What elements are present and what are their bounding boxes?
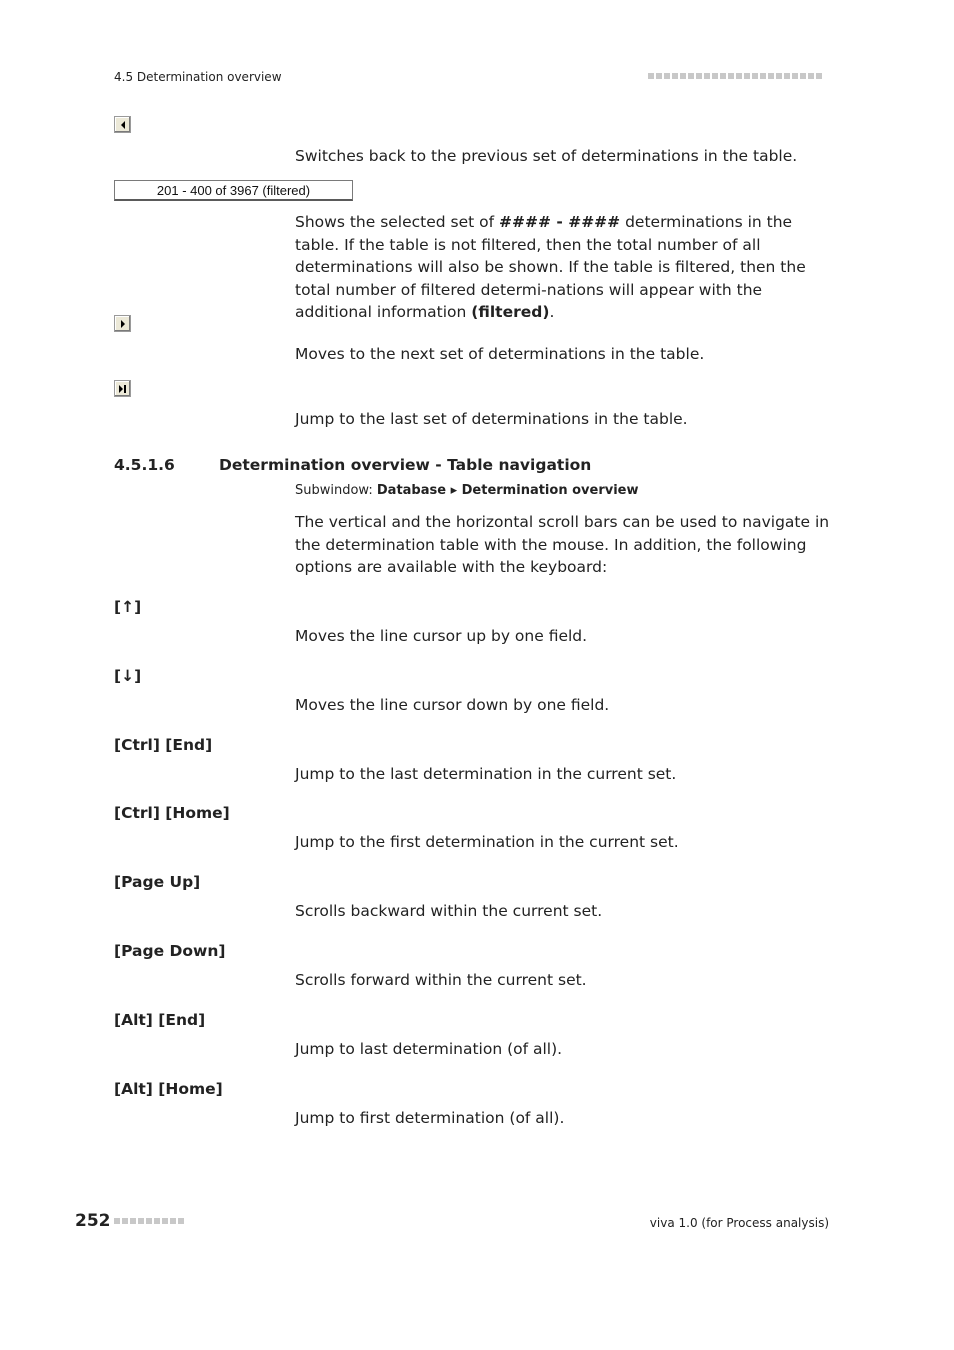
running-header: 4.5 Determination overview — [114, 70, 282, 84]
key-alt-end-description: Jump to last determination (of all). — [295, 1040, 563, 1058]
key-arrow-up: [↑] — [114, 598, 142, 616]
key-alt-home-description: Jump to first determination (of all). — [295, 1109, 565, 1127]
key-page-up-description: Scrolls backward within the current set. — [295, 902, 603, 920]
key-arrow-down-description: Moves the line cursor down by one field. — [295, 696, 610, 714]
header-decoration — [648, 73, 822, 79]
key-arrow-up-description: Moves the line cursor up by one field. — [295, 627, 588, 645]
previous-set-icon — [114, 116, 131, 133]
next-set-description: Moves to the next set of determinations in the table. — [295, 345, 705, 363]
key-ctrl-home-description: Jump to the first determination in the current set. — [295, 833, 679, 851]
last-set-description: Jump to the last set of determinations in the table. — [295, 410, 688, 428]
next-set-icon — [114, 315, 131, 332]
key-ctrl-end-description: Jump to the last determination in the current set. — [295, 765, 677, 783]
page-number: 252 — [75, 1211, 111, 1231]
key-ctrl-end: [Ctrl] [End] — [114, 736, 213, 754]
subwindow-path: Subwindow: Database ▸ Determination overview — [295, 483, 639, 498]
key-page-up: [Page Up] — [114, 873, 201, 891]
section-number: 4.5.1.6 — [114, 456, 175, 474]
key-alt-home: [Alt] [Home] — [114, 1080, 223, 1098]
previous-set-description: Switches back to the previous set of determinations in the table. — [295, 147, 798, 165]
key-alt-end: [Alt] [End] — [114, 1011, 206, 1029]
key-ctrl-home: [Ctrl] [Home] — [114, 804, 230, 822]
key-page-down-description: Scrolls forward within the current set. — [295, 971, 587, 989]
key-arrow-down: [↓] — [114, 667, 142, 685]
key-page-down: [Page Down] — [114, 942, 226, 960]
product-name: viva 1.0 (for Process analysis) — [649, 1216, 829, 1230]
range-description: Shows the selected set of #### - #### determinations in the table. If the table is not filtered, then the total number of all determinations will also be shown. If the table is filtered, then the total number of filtered determi-nations will appear with the additional information (filtered). — [295, 213, 806, 321]
determination-range-field: 201 - 400 of 3967 (filtered) — [114, 180, 353, 201]
last-set-icon — [114, 380, 131, 397]
section-intro: The vertical and the horizontal scroll bars can be used to navigate in the determination table with the mouse. In addition, the following options are available with the keyboard: — [295, 513, 830, 576]
section-title: Determination overview - Table navigation — [219, 456, 592, 474]
footer-decoration — [114, 1218, 184, 1224]
